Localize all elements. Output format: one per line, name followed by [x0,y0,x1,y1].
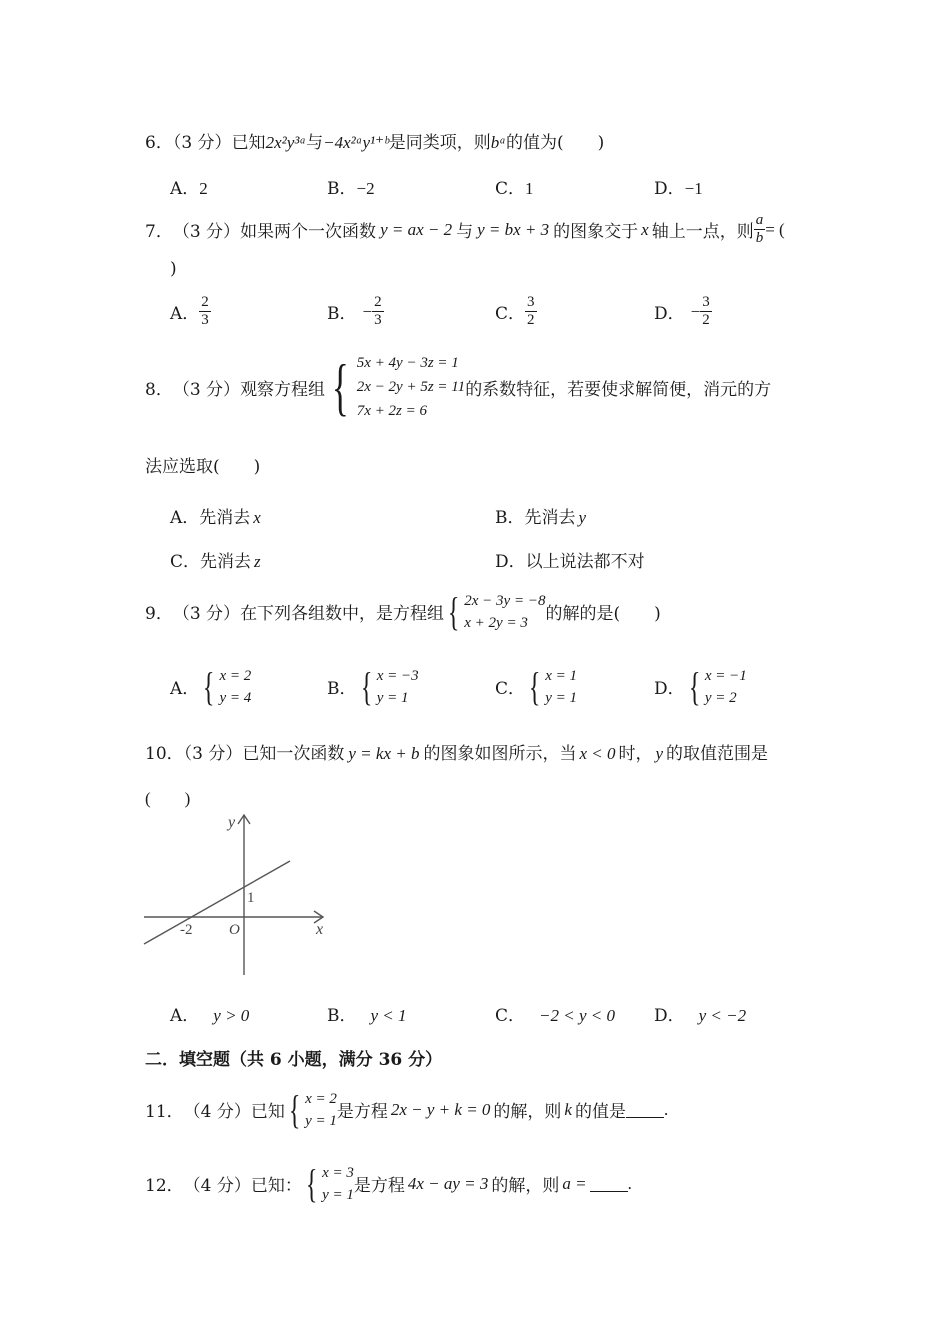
brace-icon: { [688,664,701,709]
q9-option-d[interactable]: D． { x = −1 y = 2 [654,664,747,709]
q10-graph [140,810,340,980]
q7-option-d[interactable]: D． − $\frac{3}{2}$ [654,294,710,328]
q12-answer-blank[interactable] [590,1175,628,1192]
x-axis-label: x [316,921,324,938]
q8-option-b[interactable]: B．先消去 y [495,508,587,528]
q6-option-b[interactable]: B．−2 [327,179,375,199]
q8-option-c[interactable]: C．先消去 z [170,552,261,572]
q12-stem: 12． （4 分） 已知： { x = 3 y = 1 是方程 4x − ay = 3 的解，则 a = . [145,1161,632,1206]
q9-stem: 9． （3 分） 在下列各组数中，是方程组 { 2x − 3y = −8 x + 2y = 3 的解的是( ) [145,589,661,634]
q9-option-a[interactable]: A． { x = 2 y = 4 [170,664,252,709]
q8-stem: 8． （3 分） 观察方程组 { 5x + 4y − 3z = 1 2x − 2y + 5z = 11 7x + 2z = 6 的系数特征，若要使求解简便，消元的方 [145,351,772,422]
q10-option-c[interactable]: C． −2 < y < 0 [495,1006,615,1026]
q10-option-a[interactable]: A． y > 0 [170,1006,250,1026]
q9-equation-system: { 2x − 3y = −8 x + 2y = 3 [447,589,546,634]
q7-stem: 7． （3 分） 如果两个一次函数 y = ax − 2 与 y = bx + 3 的图象交于 x 轴上一点，则 $\frac{a}{b}$ = ( [145,212,785,246]
q12-solution-system: { x = 3 y = 1 [305,1161,354,1206]
brace-icon: { [528,664,541,709]
brace-icon: { [360,664,372,709]
q10-option-b[interactable]: B． y < 1 [327,1006,407,1026]
q8-option-d[interactable]: D．以上说法都不对 [495,552,645,572]
q7-option-c[interactable]: C． $\frac{3}{2}$ [495,294,535,328]
q6-option-d[interactable]: D．−1 [654,179,703,199]
brace-icon: { [305,1161,318,1206]
x-intercept-label: -2 [180,922,193,938]
q10-stem: 10．（3 分）已知一次函数 y = kx + b 的图象如图所示，当 x < 0 时， y 的取值范围是 [145,744,769,764]
q8-equation-system: { 5x + 4y − 3z = 1 2x − 2y + 5z = 11 7x + 2z = 6 [331,351,466,422]
q6-option-a[interactable]: A．2 [170,179,208,199]
brace-icon: { [331,351,349,422]
q6-option-c[interactable]: C．1 [495,179,534,199]
q7-option-b[interactable]: B． − $\frac{2}{3}$ [327,294,382,328]
q11-stem: 11． （4 分） 已知 { x = 2 y = 1 是方程 2x − y + k = 0 的解，则 k 的值是 . [145,1087,669,1132]
q11-answer-blank[interactable] [626,1101,664,1118]
origin-label: O [229,922,240,938]
q7-f2: y = bx + 3 [477,219,550,239]
brace-icon: { [447,589,460,634]
function-line [144,861,290,944]
q10-stem-line2: ( ) [145,789,191,808]
q7-stem-close: ) [170,259,177,279]
q10-option-d[interactable]: D． y < −2 [654,1006,747,1026]
q6-term1: 2x²y³ᵃ [265,133,307,152]
q11-solution-system: { x = 2 y = 1 [288,1087,337,1132]
brace-icon: { [203,664,215,709]
q7-f1: y = ax − 2 [380,219,453,239]
q6-term2: −4x²ᵃy¹⁺ᵇ [323,133,389,152]
q8-option-a[interactable]: A．先消去 x [170,508,261,528]
q6-expr: bᵃ [490,133,506,152]
q6-stem: 6．（3 分）已知2x²y³ᵃ与−4x²ᵃy¹⁺ᵇ是同类项，则bᵃ的值为( ) [145,133,605,153]
brace-icon: { [288,1087,301,1132]
q7-fraction: $\frac{a}{b}$ [755,212,764,246]
q7-option-a[interactable]: A． $\frac{2}{3}$ [170,294,209,328]
q8-stem-line2: 法应选取( ) [145,457,261,477]
y-intercept-label: 1 [247,890,255,906]
section-heading: 二．填空题（共 6 小题，满分 36 分） [145,1050,443,1070]
q9-option-b[interactable]: B． { x = −3 y = 1 [327,664,419,709]
q9-option-c[interactable]: C． { x = 1 y = 1 [495,664,577,709]
y-axis-label: y [228,814,236,831]
